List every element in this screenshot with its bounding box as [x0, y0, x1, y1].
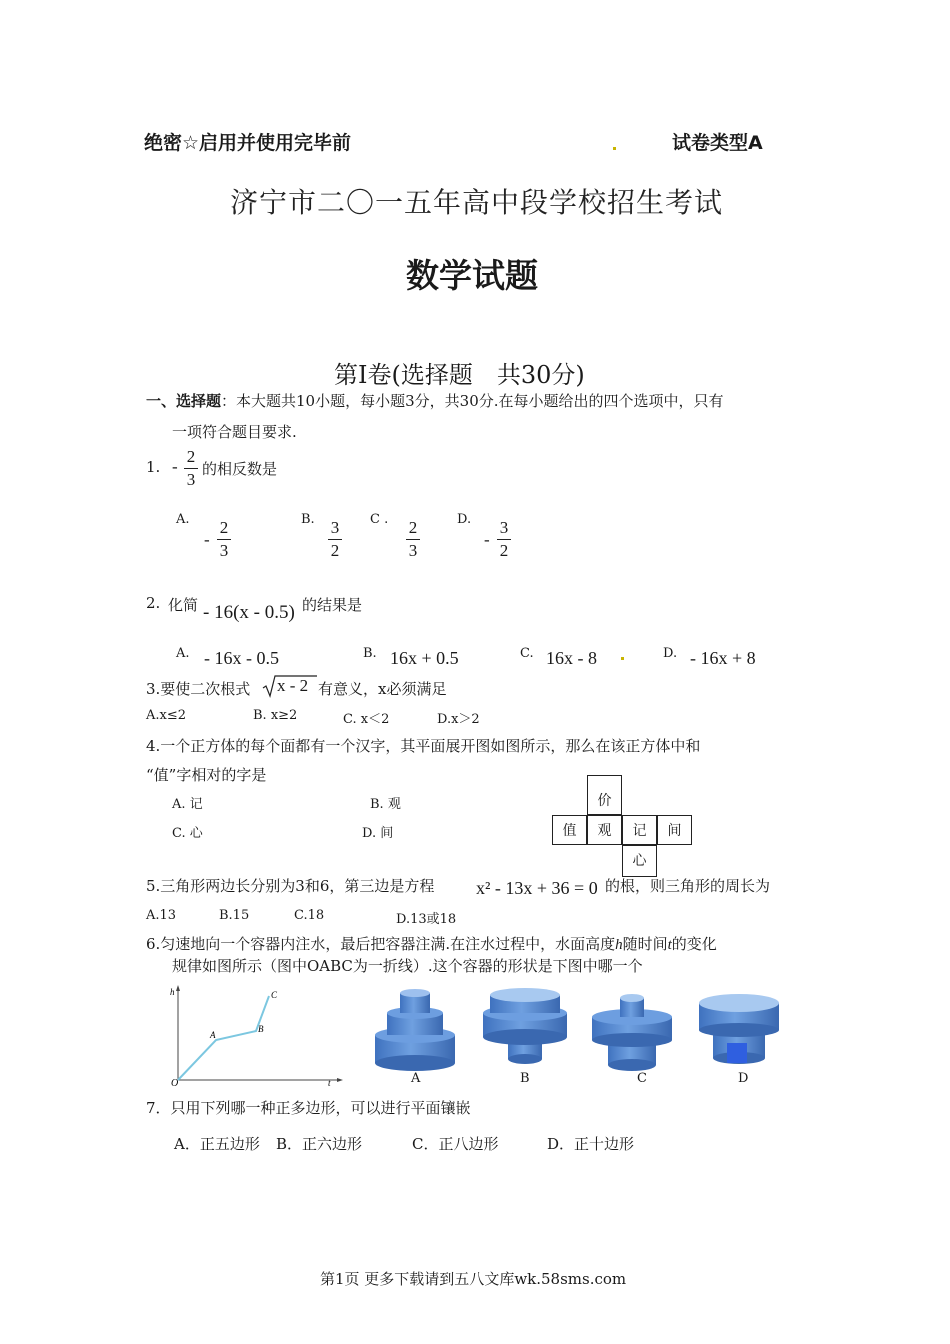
q6-graph: [168, 983, 348, 1088]
q1-option-d-sign: -: [484, 530, 490, 549]
container-label-a: A: [411, 1071, 421, 1086]
q4-option-a: A. 记: [172, 797, 203, 812]
net-cell-ji: 记: [622, 815, 657, 845]
q6-line2: 规律如图所示（图中OABC为一折线）.这个容器的形状是下图中哪一个: [172, 957, 643, 975]
q2-option-d-expr: - 16x + 8: [690, 648, 756, 668]
q2-option-a-expr: - 16x - 0.5: [204, 648, 279, 668]
q3-prefix: 3.要使二次根式: [146, 680, 251, 698]
q5-equation: x² - 13x + 36 = 0: [476, 878, 598, 898]
q2-number: 2.: [146, 594, 161, 612]
q1-option-b-num: 3: [330, 518, 340, 537]
q5-option-c: C.18: [294, 908, 325, 923]
decor-dot-2: [621, 657, 624, 660]
q1-option-c-label: C .: [370, 512, 389, 527]
graph-label-a: A: [210, 1030, 216, 1040]
container-label-d: D: [738, 1071, 749, 1086]
net-cell-guan: 观: [587, 815, 622, 845]
q2-option-c-expr: 16x - 8: [546, 648, 597, 668]
q1-option-c-num: 2: [408, 518, 418, 537]
graph-label-b: B: [258, 1024, 264, 1034]
q4-option-d: D. 间: [362, 826, 394, 841]
graph-label-t: t: [328, 1078, 331, 1088]
q1-option-a-label: A.: [176, 512, 190, 527]
q5-option-a: A.13: [146, 908, 177, 923]
graph-label-c: C: [271, 990, 278, 1000]
q4-line1: 4.一个正方体的每个面都有一个汉字，其平面展开图如图所示，那么在该正方体中和: [146, 737, 701, 755]
paper-type: 试卷类型A: [672, 132, 763, 154]
q3-option-b: B. x≥2: [253, 708, 298, 723]
decor-dot: [613, 147, 616, 150]
container-a: [375, 989, 455, 1071]
q1-option-d-label: D.: [457, 512, 472, 527]
q5-prefix: 5.三角形两边长分别为3和6，第三边是方程: [146, 877, 435, 895]
graph-line-oabc: [178, 996, 269, 1080]
q5-option-b: B.15: [219, 908, 250, 923]
q3-option-c: C. x＜2: [343, 712, 390, 727]
section-title: 第Ⅰ卷(选择题 共30分): [334, 361, 585, 389]
q2-option-c-label: C.: [520, 646, 534, 661]
q5-suffix: 的根，则三角形的周长为: [605, 877, 771, 895]
net-cell-jia: 价: [587, 775, 622, 815]
q1-fraction: [184, 447, 198, 490]
q2-option-a-label: A.: [176, 646, 190, 661]
q1-option-a-den: 3: [219, 541, 229, 560]
net-cell-zhi: 值: [552, 815, 587, 845]
q7-option-b: B．正六边形: [276, 1135, 363, 1153]
instruction-line1: [146, 390, 724, 411]
q2-prefix: 化简: [168, 596, 199, 614]
q2-option-d-label: D.: [663, 646, 678, 661]
q5-option-d: D.13或18: [396, 912, 457, 927]
q4-option-c: C. 心: [172, 826, 203, 841]
q3-suffix: 有意义，x必须满足: [318, 680, 447, 698]
q7-option-d: D．正十边形: [547, 1135, 635, 1153]
y-axis-arrow-icon: [176, 985, 180, 991]
q4-line2: “值”字相对的字是: [146, 766, 267, 784]
q1-option-a-sign: -: [204, 530, 210, 549]
subject-title: 数学试题: [406, 256, 538, 295]
instruction-line2: 一项符合题目要求.: [172, 423, 297, 441]
q3-radicand: x - 2: [277, 676, 309, 695]
q1-option-a-num: 2: [219, 518, 229, 537]
container-d-square: [727, 1043, 747, 1063]
q1-option-b-label: B.: [301, 512, 315, 527]
q1-option-b-den: 2: [330, 541, 340, 560]
exam-title: 济宁市二〇一五年高中段学校招生考试: [230, 186, 724, 219]
q4-option-b: B. 观: [370, 797, 401, 812]
container-b: [483, 988, 567, 1064]
q6-line1: [146, 933, 717, 954]
q3-radical: [262, 674, 318, 698]
q1-numerator: 2: [186, 447, 196, 466]
q3-option-a: A.x≤2: [146, 708, 187, 723]
container-label-c: C: [637, 1071, 647, 1086]
q6-end: 的变化: [671, 935, 717, 953]
q1-option-d-num: 3: [499, 518, 509, 537]
confidential-header: 绝密☆启用并使用完毕前: [144, 132, 352, 154]
q6-line1-text: 6.匀速地向一个容器内注水，最后把容器注满.在注水过程中，水面高度: [146, 935, 616, 953]
q6-mid: 随时间: [622, 935, 668, 953]
q1-option-a-fraction: [217, 518, 231, 561]
instruction-label: 一、选择题: [146, 392, 222, 410]
q2-suffix: 的结果是: [302, 596, 363, 614]
q1-option-d-den: 2: [499, 541, 509, 560]
q2-option-b-expr: 16x + 0.5: [390, 648, 459, 668]
q7-option-a: A．正五边形: [174, 1135, 260, 1153]
x-axis-arrow-icon: [337, 1078, 343, 1082]
q6-containers: [370, 985, 790, 1075]
net-cell-jian: 间: [657, 815, 692, 845]
q7-option-c: C．正八边形: [412, 1135, 499, 1153]
q1-option-b-fraction: [328, 518, 342, 561]
q3-option-d: D.x＞2: [437, 712, 480, 727]
q1-option-d-fraction: [497, 518, 511, 561]
q1-option-c-fraction: [406, 518, 420, 561]
q1-option-c-den: 3: [408, 541, 418, 560]
q2-expression: - 16(x - 0.5): [203, 602, 295, 623]
container-label-b: B: [520, 1071, 530, 1086]
instruction-text: ：本大题共10小题，每小题3分，共30分.在每小题给出的四个选项中，只有: [221, 392, 724, 410]
q2-option-b-label: B.: [363, 646, 377, 661]
container-c: [592, 994, 672, 1071]
q7-text: 7．只用下列哪一种正多边形，可以进行平面镶嵌: [146, 1099, 471, 1117]
q1-number: 1.: [146, 458, 161, 476]
net-cell-xin: 心: [622, 845, 657, 877]
graph-label-o: O: [171, 1078, 179, 1088]
q1-text: 的相反数是: [202, 460, 278, 478]
q6-var-h: h: [615, 937, 623, 953]
q1-denominator: 3: [186, 470, 196, 489]
graph-label-h: h: [170, 987, 175, 997]
q1-sign: -: [172, 457, 178, 476]
container-d: [699, 994, 779, 1064]
page-footer: 第1页 更多下载请到五八文库wk.58sms.com: [320, 1270, 627, 1288]
q6-var-t: t: [667, 937, 672, 953]
